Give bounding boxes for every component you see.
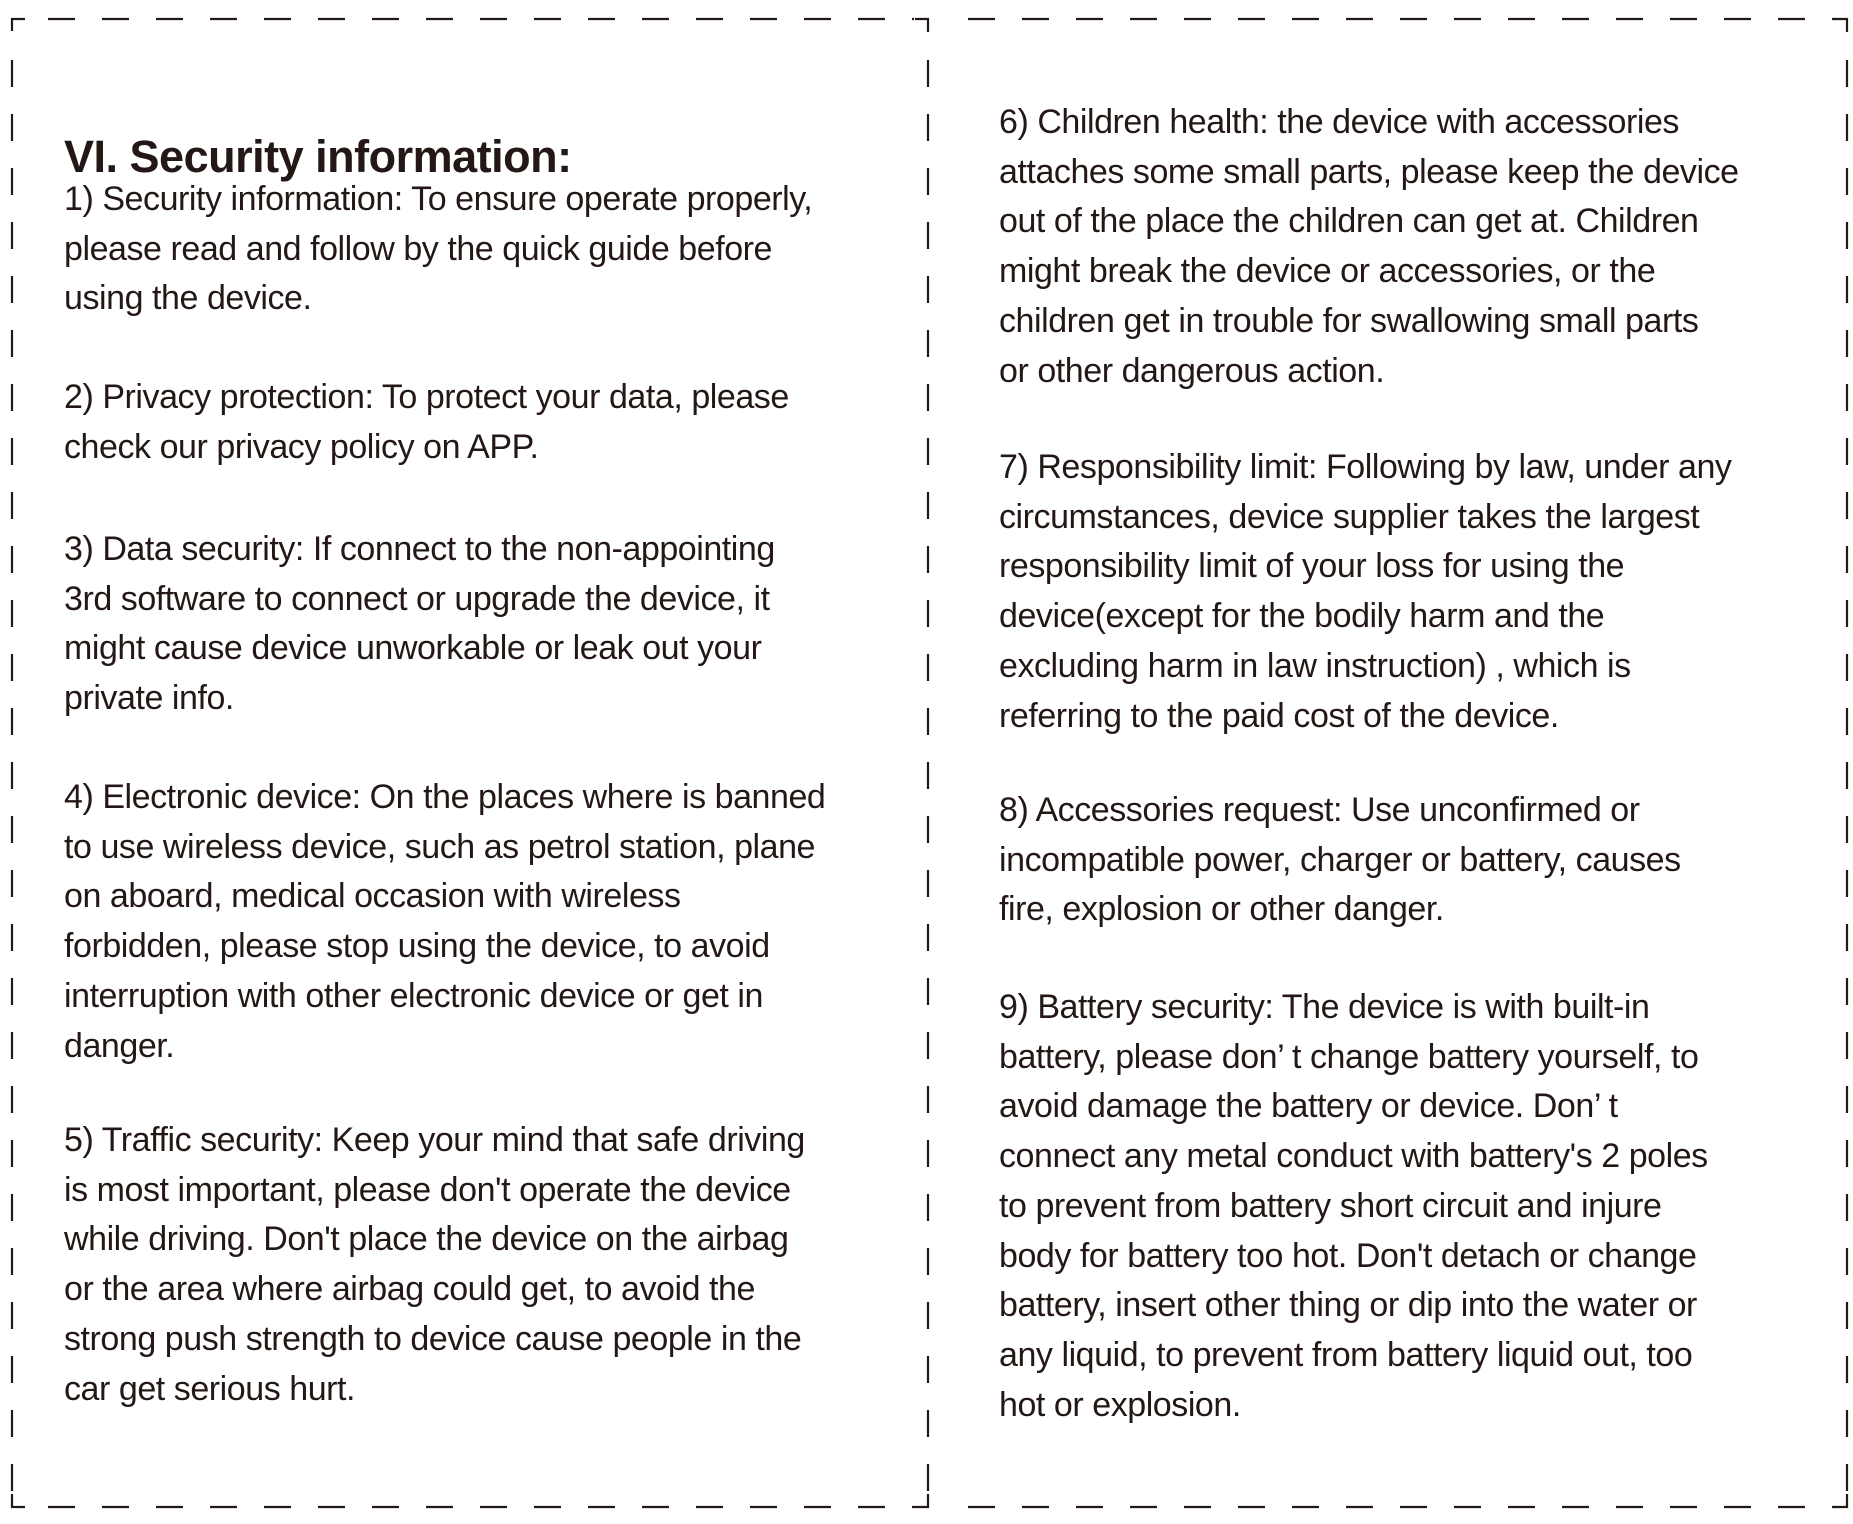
text-line: while driving. Don't place the device on the airbag xyxy=(64,1220,789,1259)
text-line: circumstances, device supplier takes the largest xyxy=(999,497,1700,536)
text-line: out of the place the children can get at. Children xyxy=(999,202,1699,241)
text-line: 5) Traffic security: Keep your mind that safe driving xyxy=(64,1121,805,1159)
text-line: body for battery too hot. Don't detach or change xyxy=(999,1236,1697,1275)
text-line: or the area where airbag could get, to avoid the xyxy=(64,1270,755,1309)
text-line: children get in trouble for swallowing small parts xyxy=(999,301,1699,340)
text-line: is most important, please don't operate the device xyxy=(64,1170,791,1209)
text-line: hot or explosion. xyxy=(999,1385,1241,1424)
text-line: excluding harm in law instruction) , which is xyxy=(999,646,1631,685)
text-line: car get serious hurt. xyxy=(64,1369,356,1408)
text-line: battery, insert other thing or dip into the water or xyxy=(999,1286,1697,1325)
text-line: 3) Data security: If connect to the non-appointing xyxy=(64,530,775,568)
text-line: to prevent from battery short circuit and injure xyxy=(999,1186,1662,1225)
text-line: check our privacy policy on APP. xyxy=(64,427,539,466)
text-line: strong push strength to device cause people in the xyxy=(64,1319,802,1358)
text-line: device(except for the bodily harm and the xyxy=(999,597,1605,636)
text-line: responsibility limit of your loss for using the xyxy=(999,547,1625,586)
paragraph-battery-security xyxy=(999,983,1708,1430)
text-line: might cause device unworkable or leak out your xyxy=(64,629,762,668)
text-line: 8) Accessories request: Use unconfirmed or xyxy=(999,791,1640,829)
section-heading: VI. Security information: xyxy=(64,131,572,183)
text-line: private info. xyxy=(64,679,234,718)
text-line: to use wireless device, such as petrol station, plane xyxy=(64,827,816,866)
paragraph-security-information xyxy=(64,175,812,324)
text-line: using the device. xyxy=(64,279,312,318)
text-line: 2) Privacy protection: To protect your data, please xyxy=(64,378,789,416)
paragraph-accessories-request xyxy=(999,786,1681,935)
text-line: on aboard, medical occasion with wireless xyxy=(64,877,681,916)
text-line: 3rd software to connect or upgrade the device, it xyxy=(64,579,770,618)
text-line: fire, explosion or other danger. xyxy=(999,890,1444,929)
text-line: forbidden, please stop using the device, to avoid xyxy=(64,927,770,966)
paragraph-children-health xyxy=(999,98,1739,396)
text-line: avoid damage the battery or device. Don’ t xyxy=(999,1087,1618,1126)
paragraph-responsibility-limit xyxy=(999,443,1732,741)
text-line: 7) Responsibility limit: Following by law, under any xyxy=(999,448,1732,486)
paragraph-electronic-device xyxy=(64,773,825,1071)
text-line: 4) Electronic device: On the places where is banned xyxy=(64,778,826,816)
text-line: battery, please don’ t change battery yourself, to xyxy=(999,1037,1699,1076)
text-line: please read and follow by the quick guide before xyxy=(64,229,773,268)
paragraph-traffic-security xyxy=(64,1116,805,1414)
text-line: 6) Children health: the device with accessories xyxy=(999,103,1679,141)
text-line: or other dangerous action. xyxy=(999,351,1385,390)
text-line: danger. xyxy=(64,1026,175,1065)
text-line: incompatible power, charger or battery, causes xyxy=(999,840,1681,879)
text-line: 1) Security information: To ensure operate properly, xyxy=(64,180,813,218)
text-line: interruption with other electronic device or get in xyxy=(64,976,763,1015)
text-line: any liquid, to prevent from battery liquid out, too xyxy=(999,1335,1693,1374)
paragraph-data-security xyxy=(64,525,775,724)
text-line: attaches some small parts, please keep the device xyxy=(999,152,1739,191)
text-line: referring to the paid cost of the device. xyxy=(999,696,1559,735)
paragraph-privacy-protection xyxy=(64,373,789,472)
text-line: connect any metal conduct with battery's 2 poles xyxy=(999,1137,1708,1176)
text-line: might break the device or accessories, or the xyxy=(999,252,1656,291)
text-line: 9) Battery security: The device is with built-in xyxy=(999,988,1650,1026)
